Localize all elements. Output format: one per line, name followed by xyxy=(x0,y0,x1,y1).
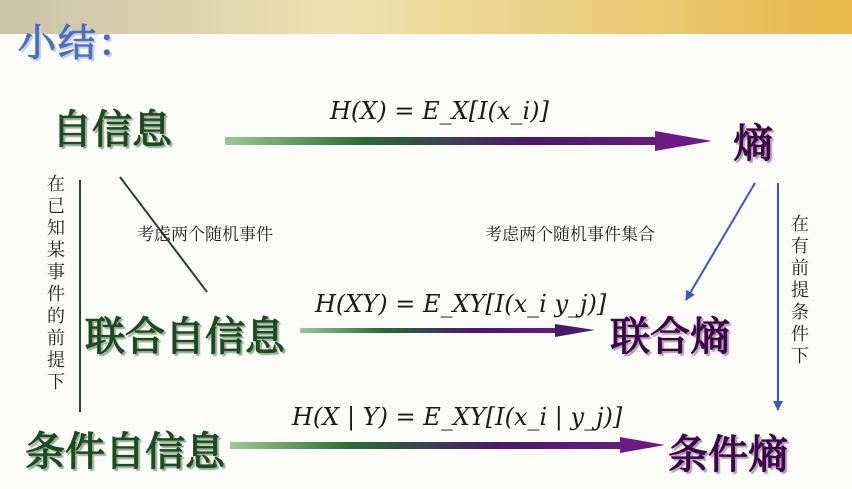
formula-joint-entropy-text: H(XY) = E_XY[I(x_i y_j)] xyxy=(315,290,607,318)
formula-conditional-entropy xyxy=(292,403,622,431)
formula-conditional-entropy-text: H(X | Y) = E_XY[I(x_i | y_j)] xyxy=(292,403,623,431)
node-self-information: 自信息 xyxy=(52,107,172,153)
note-two-random-events: 考虑两个随机事件 xyxy=(137,225,273,245)
middle-arrow xyxy=(300,324,595,337)
formula-entropy-text: H(X) = E_X[I(x_i)] xyxy=(330,97,549,125)
note-two-random-event-sets: 考虑两个随机事件集合 xyxy=(485,225,655,245)
node-entropy: 熵 xyxy=(733,121,773,167)
formula-joint-entropy xyxy=(315,290,606,318)
slide-title: 小结： xyxy=(18,21,139,65)
top-arrow xyxy=(225,131,712,151)
node-conditional-self-information: 条件自信息 xyxy=(25,429,225,475)
note-known-event-premise: 在已知某事件的前提下 xyxy=(47,174,65,393)
node-conditional-entropy: 条件熵 xyxy=(668,432,788,478)
node-joint-self-information: 联合自信息 xyxy=(85,314,285,360)
node-joint-entropy: 联合熵 xyxy=(610,314,730,360)
note-with-premise-condition: 在有前提条件下 xyxy=(791,214,809,367)
right-diagonal-arrow xyxy=(686,183,755,300)
bottom-arrow xyxy=(230,437,665,453)
formula-entropy xyxy=(330,97,549,125)
